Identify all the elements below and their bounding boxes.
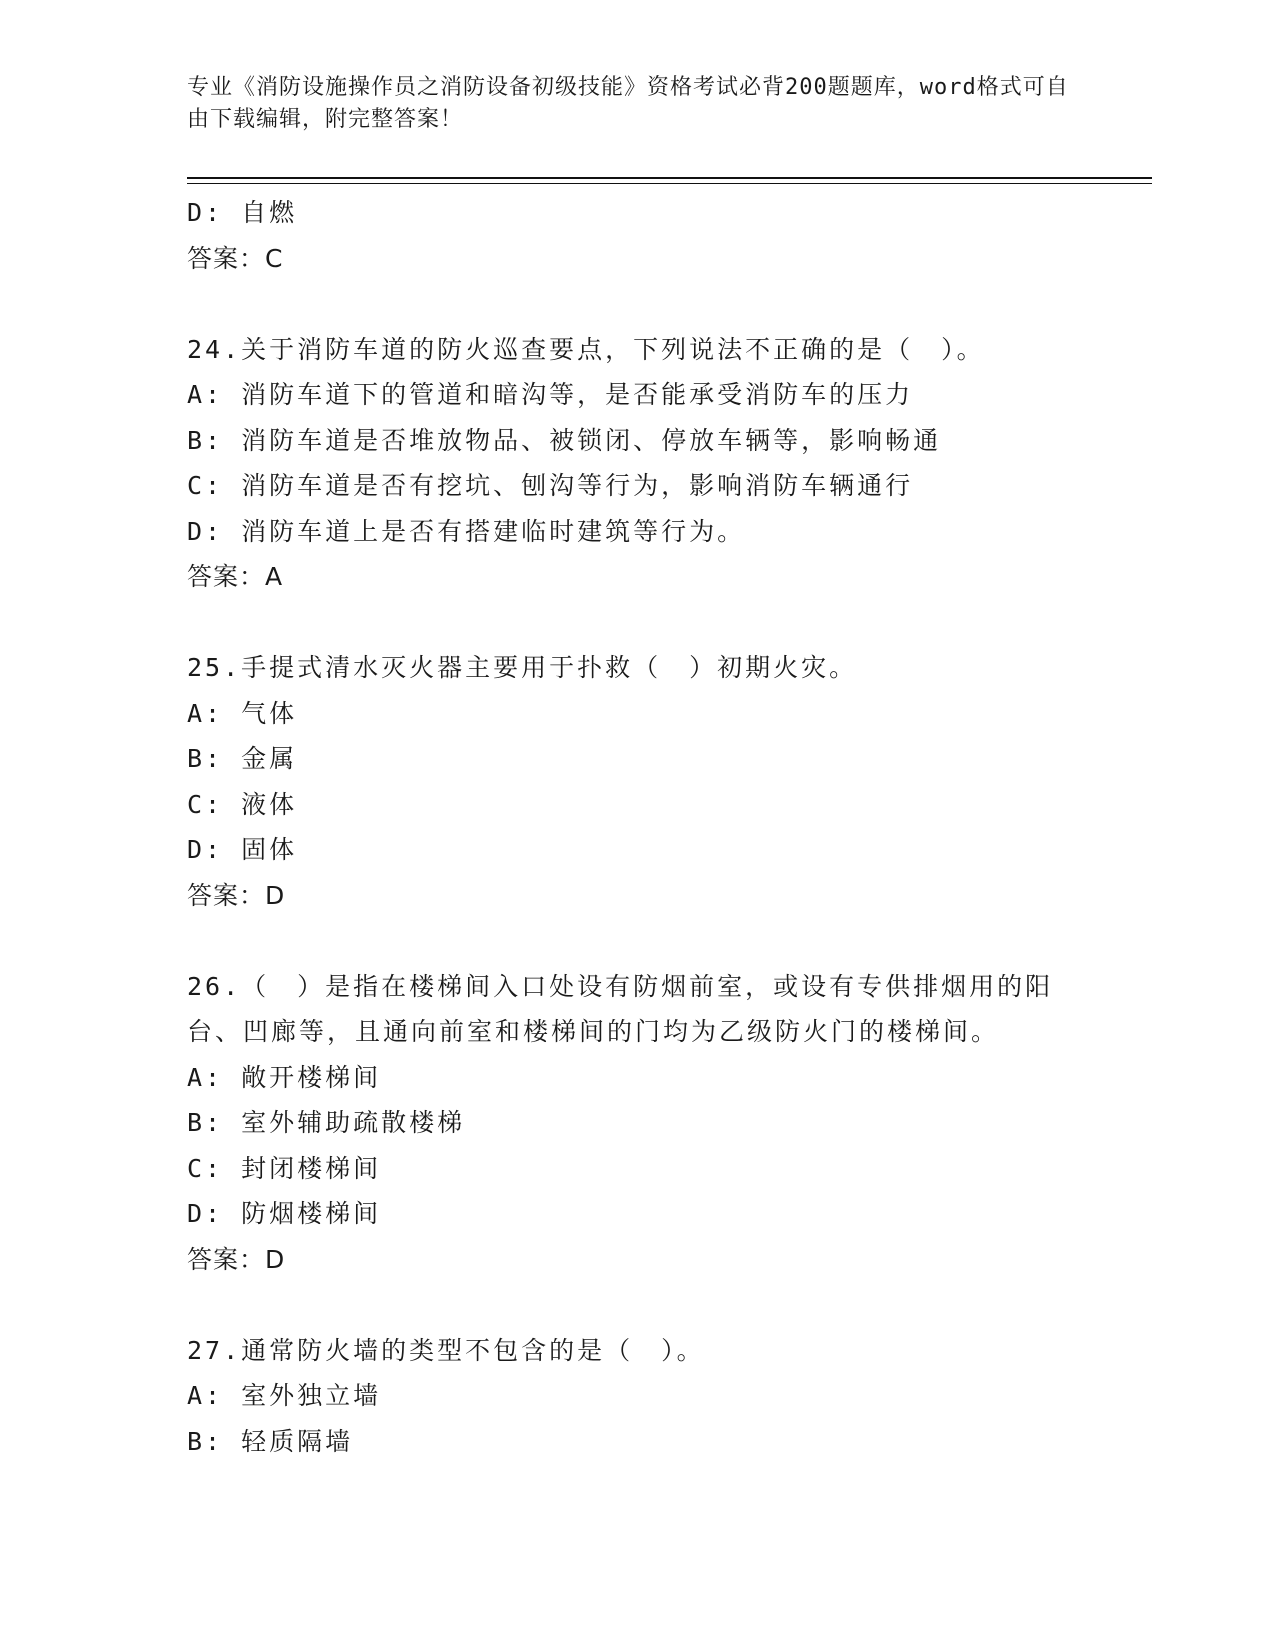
question-stem: 27.通常防火墙的类型不包含的是（ ）。 [187,1335,705,1365]
spacer [187,600,1087,646]
option-c: C: 液体 [187,789,298,819]
option-d: D: 防烟楼梯间 [187,1199,382,1228]
header-divider-thin [187,183,1152,184]
option-b: B: 轻质隔墙 [187,1426,354,1456]
spacer [187,918,1087,964]
option-a: A: 消防车道下的管道和暗沟等，是否能承受消防车的压力 [187,380,914,409]
option-d: D: 自燃 [187,198,298,227]
option-d: D: 固体 [187,835,298,864]
document-header: 专业《消防设施操作员之消防设备初级技能》资格考试必背200题题库，word格式可自由下载编辑，附完整答案！ [187,75,1069,132]
option-c: C: 消防车道是否有挖坑、刨沟等行为，影响消防车辆通行 [187,471,914,500]
spacer [187,281,1087,327]
question-stem: 25.手提式清水灭火器主要用于扑救（ ）初期火灾。 [187,653,858,682]
header-divider [187,177,1152,179]
option-c: C: 封闭楼梯间 [187,1153,382,1183]
answer-line: 答案：D [187,880,286,910]
answer-line: 答案：A [187,562,284,591]
option-b: B: 室外辅助疏散楼梯 [187,1108,466,1137]
answer-line: 答案：D [187,1244,286,1274]
option-a: A: 敞开楼梯间 [187,1062,382,1092]
question-stem: 26.（ ）是指在楼梯间入口处设有防烟前室，或设有专供排烟用的阳台、凹廊等，且通向前室和楼梯间的门均为乙级防火门的楼梯间。 [187,971,1054,1046]
question-block [187,645,1087,918]
question-list [187,190,1087,1464]
option-a: A: 气体 [187,698,298,728]
spacer [187,1282,1087,1328]
answer-line: 答案：C [187,243,284,273]
question-block [187,327,1087,600]
option-b: B: 消防车道是否堆放物品、被锁闭、停放车辆等，影响畅通 [187,425,942,455]
question-block [187,964,1087,1283]
question-stem: 24.关于消防车道的防火巡查要点，下列说法不正确的是（ ）。 [187,334,985,364]
option-b: B: 金属 [187,744,298,773]
option-a: A: 室外独立墙 [187,1381,382,1410]
option-d: D: 消防车道上是否有搭建临时建筑等行为。 [187,516,746,546]
question-block [187,1328,1087,1465]
